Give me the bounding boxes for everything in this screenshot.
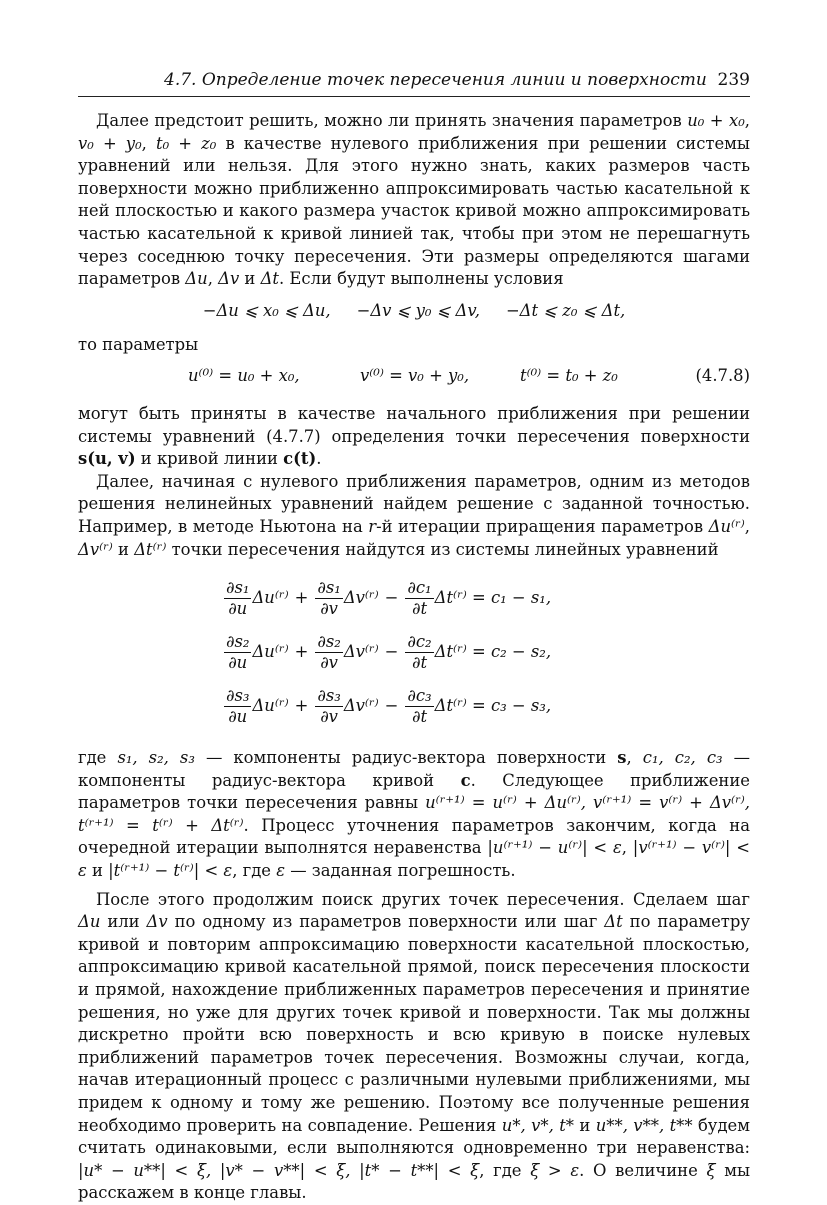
paragraph-4: Далее, начиная с нулевого приближения параметров, одним из методов решения нелинейных уравнений найдем решение с заданной точностью. Например, в методе Ньютона на r-й итерации приращения параметров Δu⁽ʳ⁾, Δv⁽ʳ⁾ и Δt⁽ʳ⁾ точки пересечения найдутся из системы линейных уравнений bbox=[78, 471, 750, 559]
paragraph-5: где s₁, s₂, s₃ — компоненты радиус-вектора поверхности s, c₁, c₂, c₃ — компоненты радиус-вектора кривой c. Следующее приближение параметров точки пересечения равны u⁽ʳ⁺¹⁾ = u⁽ʳ⁾ + Δu⁽ʳ⁾, v⁽ʳ⁺¹⁾ = v⁽ʳ⁾ + Δv⁽ʳ⁾, t⁽ʳ⁺¹⁾ = t⁽ʳ⁾ + Δt⁽ʳ⁾. Процесс уточнения параметров закончим, когда на очередной итерации выполнятся неравенства |u⁽ʳ⁺¹⁾ − u⁽ʳ⁾| < ε, |v⁽ʳ⁺¹⁾ − v⁽ʳ⁾| < ε и |t⁽ʳ⁺¹⁾ − t⁽ʳ⁾| < ε, где ε — заданная погрешность. bbox=[78, 748, 751, 881]
page-number: 239 bbox=[717, 70, 750, 90]
system-row-3: $\frac{\text{∂s₃}}{\partial u}$ Δu⁽ʳ⁾ + $\frac{\text{∂s₃}}{\partial v}$ Δv⁽ʳ⁾ − $\frac{\text{∂c₃}}{\partial t}$ Δt⁽ʳ⁾ = c₃ − s₃, bbox=[226, 685, 552, 726]
page-body bbox=[78, 110, 750, 1205]
paragraph-6: После этого продолжим поиск других точек пересечения. Сделаем шаг Δu или Δv по одному из параметров поверхности или шаг Δt по параметру кривой и повторим аппроксимацию поверхности касательной плоскостью, аппроксимацию кривой касательной прямой, поиск пересечения плоскости и прямой, нахождение приближенных параметров пересечения и принятие решения, но уже для других точек кривой и поверхности. Так мы должны дискретно пройти всю поверхность и всю кривую в поиске нулевых приближений параметров точек пересечения. Возможны случаи, когда, начав итерационный процесс с различными нулевыми приближениями, мы придем к одному и тому же решению. Поэтому все полученные решения необходимо проверить на совпадение. Решения u*, v*, t* и u**, v**, t** будем считать одинаковыми, если выполняются одновременно три неравенства: |u* − u**| < ξ, |v* − v**| < ξ, |t* − t**| < ξ, где ξ > ε. О величине ξ мы расскажем в конце главы. bbox=[78, 889, 751, 1203]
section-title: 4.7. Определение точек пересечения линии и поверхности bbox=[164, 70, 707, 90]
paragraph-2: то параметры bbox=[78, 335, 199, 355]
inequality-conditions: −Δu ⩽ x₀ ⩽ Δu, −Δv ⩽ y₀ ⩽ Δv, −Δt ⩽ z₀ ⩽ Δt, bbox=[202, 300, 626, 320]
running-header bbox=[78, 66, 750, 97]
linear-equation-system bbox=[223, 571, 750, 733]
system-row-2: $\frac{\text{∂s₂}}{\partial u}$ Δu⁽ʳ⁾ + $\frac{\text{∂s₂}}{\partial v}$ Δv⁽ʳ⁾ − $\frac{\text{∂c₂}}{\partial t}$ Δt⁽ʳ⁾ = c₂ − s₂, bbox=[226, 631, 552, 672]
system-row-1: $\frac{\text{∂s₁}}{\partial u}$ Δu⁽ʳ⁾ + $\frac{\text{∂s₁}}{\partial v}$ Δv⁽ʳ⁾ − $\frac{\text{∂c₁}}{\partial t}$ Δt⁽ʳ⁾ = c₁ − s₁, bbox=[226, 577, 552, 618]
equation-number: (4.7.8) bbox=[695, 365, 750, 385]
paragraph-1: Далее предстоит решить, можно ли принять значения параметров u₀ + x₀, v₀ + y₀, t₀ + z₀ в качестве нулевого приближения при решении системы уравнений или нельзя. Для этого нужно знать, каких размеров часть поверхности можно приближенно аппроксимировать частью касательной к ней плоскостью и какого размера участок кривой можно аппроксимировать частью касательной к кривой линией так, чтобы при этом не перешагнуть через соседнюю точку пересечения. Эти размеры определяются шагами параметров Δu, Δv и Δt. Если будут выполнены условия bbox=[78, 111, 750, 289]
equation-4-7-8: u⁽⁰⁾ = u₀ + x₀, v⁽⁰⁾ = v₀ + y₀, t⁽⁰⁾ = t₀ + z₀ (4.7.8) bbox=[78, 361, 750, 391]
paragraph-3: могут быть приняты в качестве начального приближения при решении системы уравнений (4.7.7) определения точки пересечения поверхности s(u, v) и кривой линии c(t). bbox=[78, 403, 750, 469]
